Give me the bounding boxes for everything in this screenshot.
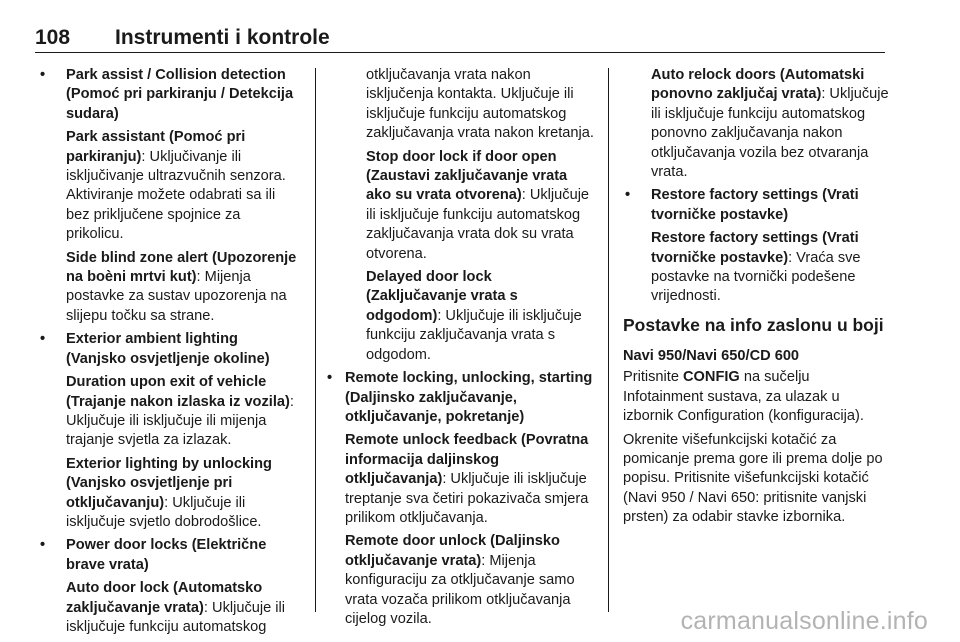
section [623,313,889,528]
paragraph: Stop door lock if door open (Zaustavi zaključavanje vrata ako su vrata otvorena): Uključuje ili isključuje funkciju automatskog zaključavanja vrata dok su vrata otvorena. [366,148,590,262]
bullet-icon: • [40,537,46,554]
paragraph: Okrenite višefunkcijski kotačić za pomicanje prema gore ili prema dolje po popisu. Pritisnite višefunkcijski kotačić (Navi 950 / Navi 650: pritisnite vanjski prsten) za odabir stavke izbornika. [623,431,883,526]
paragraph: Park assistant (Pomoć pri parkiranju): Uključivanje ili isključivanje ultrazvučnih senzora. Aktiviranje možete odabrati sa ili bez priključene spojnice za prikolicu. [66,129,286,243]
list-item-remote-locking [325,369,594,629]
column-3 [623,66,889,532]
column-2 [327,66,594,633]
item-title: Remote locking, unlocking, starting (Daljinsko zaključavanje, otključavanje, pokretanje) [345,370,593,425]
list-item-park-assist [38,66,300,326]
paragraph: otključavanja vrata nakon isključenja kontakta. Uključuje ili isključuje funkciju automatskog zaključavanja vrata nakon kretanja. [366,67,594,142]
watermark: carmanualsonline.info [680,607,928,635]
page-header [35,24,885,53]
item-title: Park assist / Collision detection (Pomoć pri parkiranju / Detekcija sudara) [66,67,294,122]
list-item-exterior-lighting [38,330,300,532]
column-1 [38,66,300,641]
bullet-icon: • [40,331,46,348]
chapter-title: Instrumenti i kontrole [115,26,330,49]
item-title: Power door locks (Električne brave vrata) [66,537,267,573]
paragraph: Pritisnite CONFIG na sučelju Infotainment sustava, za ulazak u izbornik Configuration (konfiguracija). [623,369,864,425]
subsection-title: Navi 950/Navi 650/CD 600 [623,347,800,364]
paragraph: Delayed door lock (Zaključavanje vrata s odgodom): Uključuje ili isključuje funkciju zaključavanja vrata s odgodom. [366,269,582,363]
paragraph: Auto door lock (Automatsko zaključavanje vrata): Uključuje ili isključuje funkciju automatskog [66,580,286,635]
page-number: 108 [35,26,71,49]
column-divider-2 [608,68,609,612]
paragraph: Auto relock doors (Automatski ponovno zaključaj vrata): Uključuje ili isključuje funkciju automatskog ponovno zaključavanja nakon otključavanja vozila bez otvaranja vrata. [651,67,889,181]
bullet-icon: • [625,187,631,204]
paragraph: Exterior lighting by unlocking (Vanjsko osvjetljenje pri otključavanju): Uključuje ili isključuje svjetlo dobrodošlice. [66,455,272,530]
list-item-power-door-locks [38,536,300,637]
section-title: Postavke na info zaslonu u boji [623,314,884,335]
paragraph: Remote unlock feedback (Povratna informacija daljinskog otključavanja): Uključuje ili isključuje treptanje sva četiri pokazivača smjera prilikom otključavanja. [345,432,589,526]
item-title: Exterior ambient lighting (Vanjsko osvjetljenje okoline) [66,331,270,367]
paragraph: Restore factory settings (Vrati tvorničke postavke): Vraća sve postavke na tvornički podešene vrijednosti. [651,230,861,305]
continued-item [338,66,594,365]
paragraph: Side blind zone alert (Upozorenje na boèni mrtvi kut): Mijenja postavke za sustav upozorenja na slijepu točku sa strane. [66,249,297,324]
paragraph: Duration upon exit of vehicle (Trajanje nakon izlaska iz vozila): Uključuje ili isključuje ili mijenja trajanje svjetla za izlazak. [66,374,294,449]
bullet-icon: • [327,370,333,387]
item-title: Restore factory settings (Vrati tvorničke postavke) [651,187,859,223]
list-item-restore-factory [623,186,889,306]
paragraph: Remote door unlock (Daljinsko otključavanje vrata): Mijenja konfiguraciju za otključavanje samo vrata vozača prilikom otključavanja cijelog vozila. [345,533,575,627]
column-divider-1 [315,68,316,612]
bullet-icon: • [40,67,46,83]
continued-item [623,66,889,182]
